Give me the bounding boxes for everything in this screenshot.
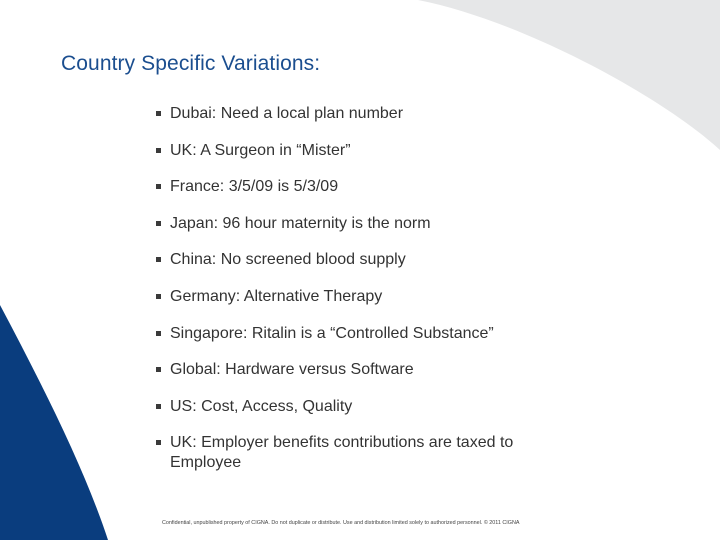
bullet-text: Singapore: Ritalin is a “Controlled Substance” bbox=[170, 324, 494, 342]
bullet-list bbox=[154, 104, 574, 490]
bullet-item bbox=[154, 433, 574, 473]
bullet-item bbox=[154, 287, 574, 307]
bullet-marker bbox=[156, 294, 161, 299]
bullet-text: China: No screened blood supply bbox=[170, 251, 406, 269]
bullet-text: US: Cost, Access, Quality bbox=[170, 397, 353, 415]
bullet-marker bbox=[156, 440, 161, 445]
bullet-marker bbox=[156, 331, 161, 336]
bullet-marker bbox=[156, 367, 161, 372]
bullet-marker bbox=[156, 148, 161, 153]
bullet-marker bbox=[156, 184, 161, 189]
blue-swoosh bbox=[0, 305, 108, 540]
bullet-item bbox=[154, 324, 574, 344]
bullet-text: France: 3/5/09 is 5/3/09 bbox=[170, 178, 339, 196]
bullet-marker bbox=[156, 111, 161, 116]
bullet-item bbox=[154, 360, 574, 380]
bullet-item bbox=[154, 397, 574, 417]
bullet-text: Global: Hardware versus Software bbox=[170, 361, 414, 379]
slide-title: Country Specific Variations: bbox=[61, 52, 321, 75]
bullet-text: Dubai: Need a local plan number bbox=[170, 105, 404, 122]
bullet-text: Japan: 96 hour maternity is the norm bbox=[170, 214, 431, 232]
bullet-marker bbox=[156, 257, 161, 262]
confidentiality-footer: Confidential, unpublished property of CIGNA. Do not duplicate or distribute. Use and distribution limited solely to authorized personnel. © 2011 CIGNA bbox=[162, 520, 520, 526]
bullet-text: Germany: Alternative Therapy bbox=[170, 287, 383, 305]
bullet-text: UK: Employer benefits contributions are taxed to Employee bbox=[170, 434, 514, 472]
bullet-marker bbox=[156, 404, 161, 409]
bullet-item bbox=[154, 104, 574, 124]
bullet-item bbox=[154, 141, 574, 161]
bullet-text: UK: A Surgeon in “Mister” bbox=[170, 141, 351, 159]
bullet-item bbox=[154, 177, 574, 197]
bullet-item bbox=[154, 214, 574, 234]
bullet-item bbox=[154, 250, 574, 270]
bullet-marker bbox=[156, 221, 161, 226]
